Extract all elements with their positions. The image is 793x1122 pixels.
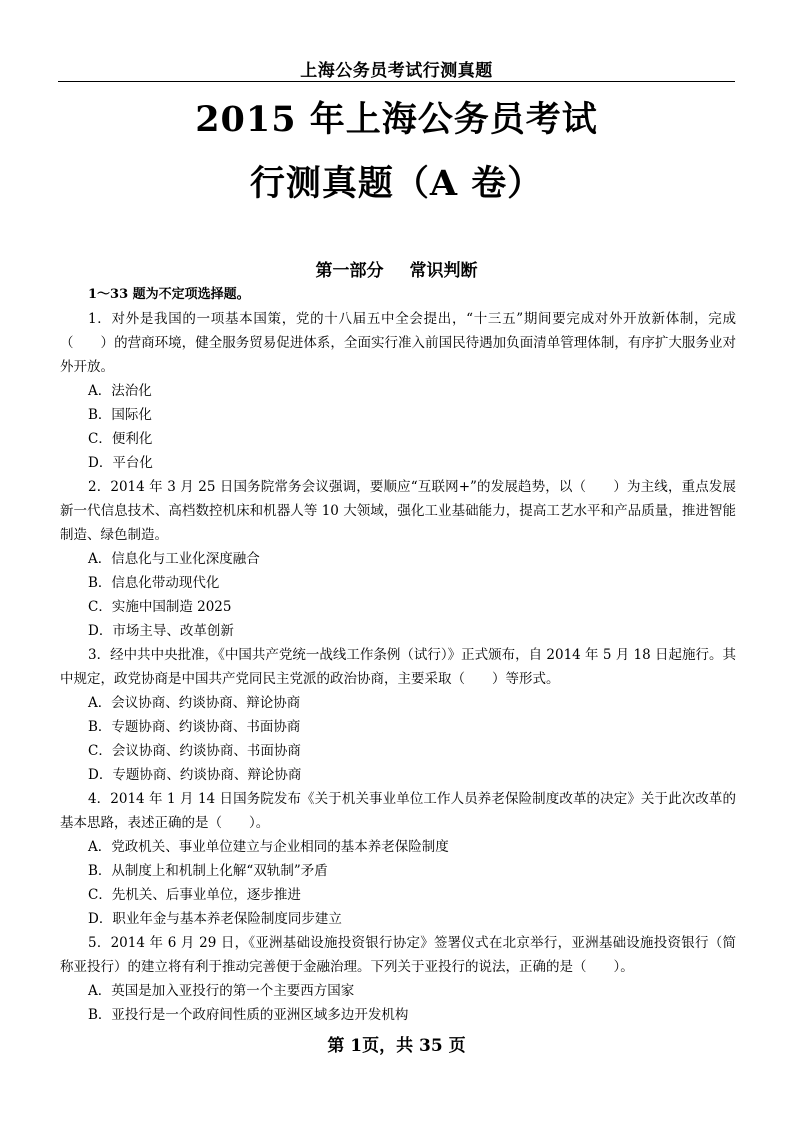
question-3-option-d: D．专题协商、约谈协商、辩论协商 [88, 767, 302, 783]
question-1-option-d: D．平台化 [88, 455, 153, 471]
question-2: 2．2014 年 3 月 25 日国务院常务会议强调，要顺应“互联网+”的发展趋势，以（ ）为主线，重点发展新一代信息技术、高档数控机床和机器人等 10 大领域，强化工业基础能力，提高工艺水平和产品质量，推进智能制造、绿色制造。 [60, 479, 736, 543]
question-4-option-d: D．职业年金与基本养老保险制度同步建立 [88, 911, 342, 927]
instruction-note: 1～33 题为不定项选择题。 [88, 287, 250, 302]
question-1-option-b: B．国际化 [88, 407, 152, 423]
document-title-line1: 2015 年上海公务员考试 [195, 99, 598, 140]
question-4-option-a: A．党政机关、事业单位建立与企业相同的基本养老保险制度 [88, 839, 449, 855]
section-name: 常识判断 [409, 261, 478, 281]
question-1-option-a: A．法治化 [88, 383, 152, 399]
page-footer: 第 1页，共 35 页 [327, 1036, 466, 1056]
question-2-option-a: A．信息化与工业化深度融合 [88, 551, 260, 567]
header-divider [58, 81, 735, 82]
question-1-option-c: C．便利化 [88, 431, 153, 447]
running-header: 上海公务员考试行测真题 [300, 61, 493, 81]
question-4: 4．2014 年 1 月 14 日国务院发布《关于机关事业单位工作人员养老保险制度改革的决定》关于此次改革的基本思路，表述正确的是（ ）。 [60, 791, 736, 831]
question-3-option-c: C．会议协商、约谈协商、书面协商 [88, 743, 301, 759]
question-4-option-b: B．从制度上和机制上化解“双轨制”矛盾 [88, 863, 328, 879]
section-heading [0, 256, 793, 281]
question-3: 3．经中共中央批准，《中国共产党统一战线工作条例（试行）》正式颁布，自 2014 年 5 月 18 日起施行。其中规定，政党协商是中国共产党同民主党派的政治协商，主要采取（ ）等形式。 [60, 647, 736, 687]
question-4-option-c: C．先机关、后事业单位，逐步推进 [88, 887, 301, 903]
document-title-line2: 行测真题（A 卷） [249, 163, 544, 204]
question-5: 5．2014 年 6 月 29 日，《亚洲基础设施投资银行协定》签署仪式在北京举行，亚洲基础设施投资银行（简称亚投行）的建立将有利于推动完善便于金融治理。下列关于亚投行的说法，正确的是（ ）。 [60, 935, 736, 975]
question-body [60, 283, 736, 1027]
question-2-option-c: C．实施中国制造 2025 [88, 599, 232, 615]
question-5-option-a: A．英国是加入亚投行的第一个主要西方国家 [88, 983, 355, 999]
section-part: 第一部分 [315, 261, 384, 281]
question-5-option-b: B．亚投行是一个政府间性质的亚洲区域多边开发机构 [88, 1007, 409, 1023]
question-2-option-d: D．市场主导、改革创新 [88, 623, 234, 639]
question-1: 1．对外是我国的一项基本国策，党的十八届五中全会提出，“十三五”期间要完成对外开放新体制，完成（ ）的营商环境，健全服务贸易促进体系，全面实行准入前国民待遇加负面清单管理体制，有序扩大服务业对外开放。 [60, 311, 736, 375]
question-3-option-b: B．专题协商、约谈协商、书面协商 [88, 719, 301, 735]
question-3-option-a: A．会议协商、约谈协商、辩论协商 [88, 695, 301, 711]
question-2-option-b: B．信息化带动现代化 [88, 575, 220, 591]
